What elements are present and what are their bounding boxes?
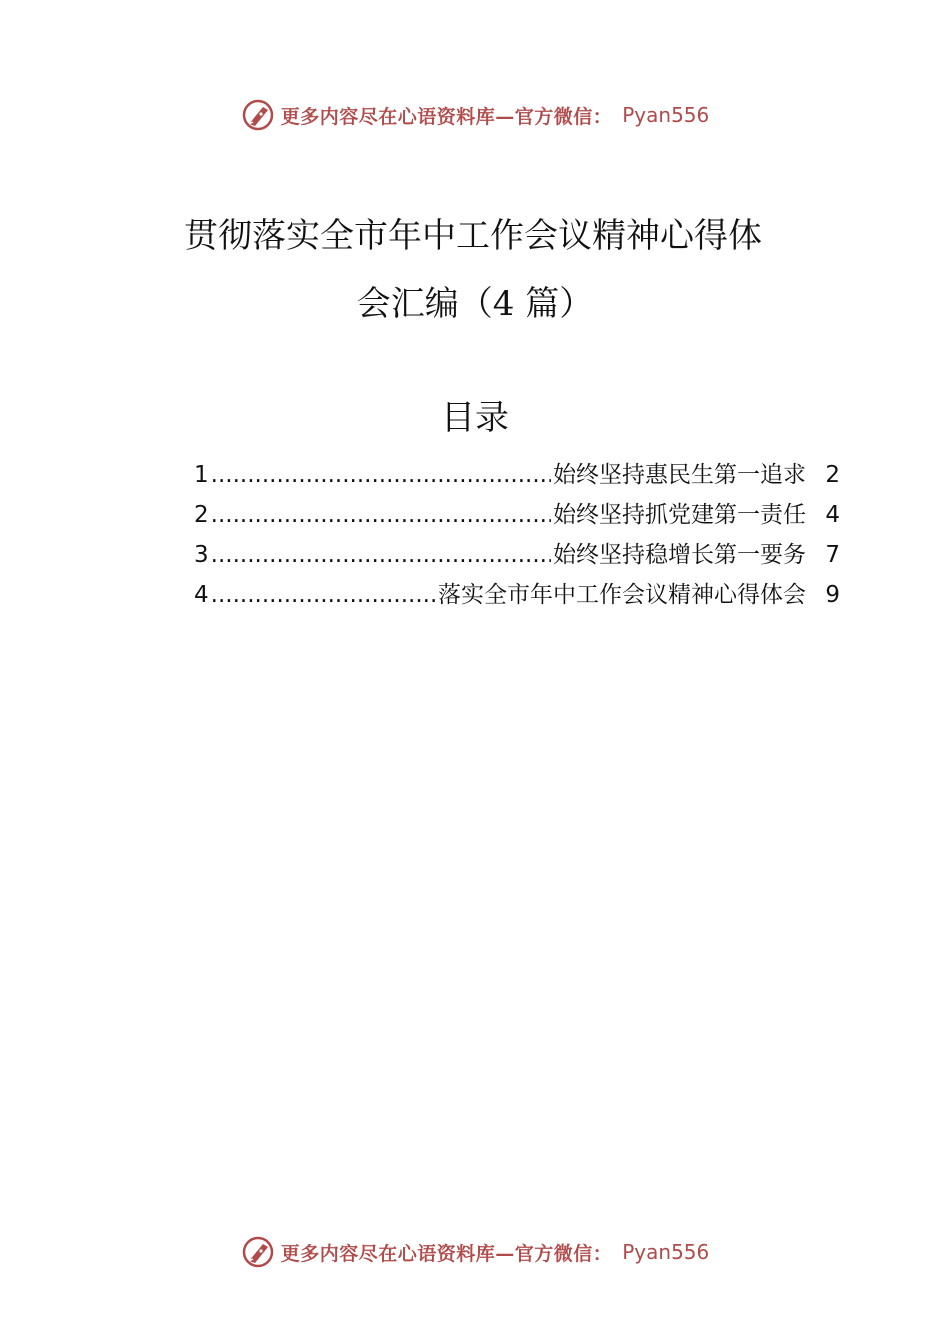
- toc-entry-3[interactable]: [194, 536, 840, 576]
- toc-entry-page: 9: [825, 582, 840, 608]
- toc-entry-page: 4: [825, 502, 840, 528]
- pen-nib-logo-icon: [241, 98, 275, 132]
- toc-entry-2[interactable]: [194, 496, 840, 536]
- toc-entry-number: 1: [194, 462, 209, 488]
- toc-leader-dots: [211, 542, 551, 568]
- toc-entry-page: 2: [825, 462, 840, 488]
- document-title-line2: 会汇编（4 篇）: [356, 284, 594, 324]
- toc-entry-title: 落实全市年中工作会议精神心得体会: [438, 582, 806, 608]
- toc-entry-page: 7: [825, 542, 840, 568]
- toc-leader-dots: [211, 462, 551, 488]
- header-banner-content: [241, 98, 710, 132]
- header-banner: [0, 95, 950, 135]
- toc-leader-dots: [211, 582, 436, 608]
- banner-text: 更多内容尽在心语资料库—官方微信：: [280, 1242, 613, 1265]
- toc-heading: 目录: [441, 398, 509, 438]
- toc-entry-number: 3: [194, 542, 209, 568]
- banner-text: 更多内容尽在心语资料库—官方微信：: [280, 105, 613, 128]
- toc-entry-1[interactable]: [194, 456, 840, 496]
- banner-wechat-id: Pyan556: [622, 103, 710, 127]
- banner-wechat-id: Pyan556: [622, 1240, 710, 1264]
- toc-leader-dots: [211, 502, 551, 528]
- footer-banner-content: [241, 1235, 710, 1269]
- toc-entry-number: 4: [194, 582, 209, 608]
- footer-banner: [0, 1232, 950, 1272]
- document-title-line1: 贯彻落实全市年中工作会议精神心得体: [184, 216, 762, 256]
- table-of-contents: [194, 456, 840, 616]
- pen-nib-logo-icon: [241, 1235, 275, 1269]
- toc-entry-title: 始终坚持惠民生第一追求: [553, 462, 806, 488]
- toc-entry-title: 始终坚持抓党建第一责任: [553, 502, 806, 528]
- toc-entry-title: 始终坚持稳增长第一要务: [553, 542, 806, 568]
- toc-entry-4[interactable]: [194, 576, 840, 616]
- toc-entry-number: 2: [194, 502, 209, 528]
